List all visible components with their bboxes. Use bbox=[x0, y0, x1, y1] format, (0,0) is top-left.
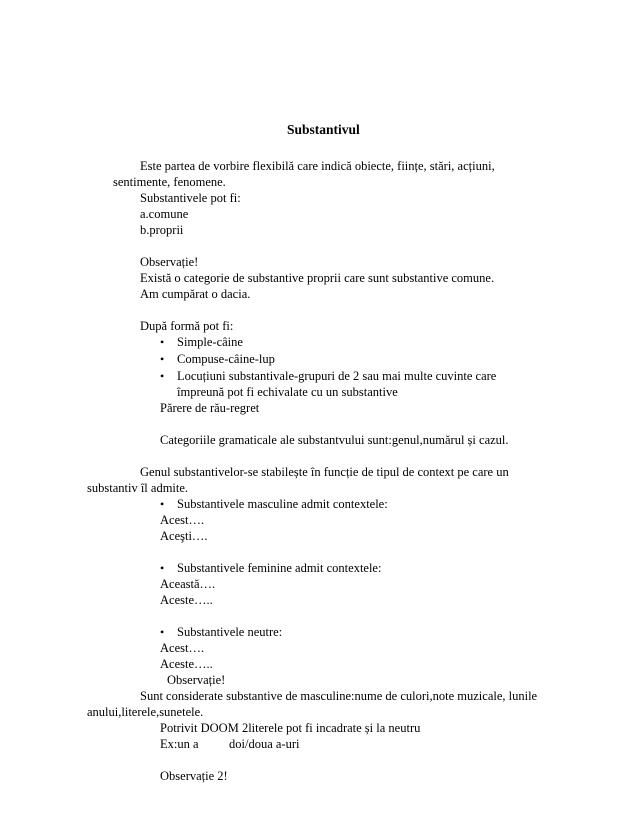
option-a: a.comune bbox=[140, 207, 189, 221]
masculine-title: Substantivele masculine admit contextele: bbox=[177, 497, 388, 511]
neuter-example-2: Aceste….. bbox=[160, 657, 213, 671]
note-1-example: Am cumpărat o dacia. bbox=[140, 287, 251, 301]
doom-line: Potrivit DOOM 2literele pot fi incadrate și la neutru bbox=[160, 721, 421, 735]
form-item-1: Simple-câine bbox=[177, 335, 243, 349]
feminine-title: Substantivele feminine admit contextele: bbox=[177, 561, 382, 575]
note-1-text: Există o categorie de substantive proprii care sunt substantive comune. bbox=[140, 271, 495, 285]
document-title: Substantivul bbox=[287, 122, 360, 137]
masculine-example-1: Acest…. bbox=[160, 513, 205, 527]
form-item-3-example: Părere de rău-regret bbox=[160, 401, 260, 415]
can-be-line: Substantivele pot fi: bbox=[140, 191, 241, 205]
feminine-example-2: Aceste….. bbox=[160, 593, 213, 607]
neuter-title: Substantivele neutre: bbox=[177, 625, 283, 639]
bullet-icon: • bbox=[160, 352, 165, 366]
bullet-icon: • bbox=[160, 561, 165, 575]
intro-line-1: Este partea de vorbire flexibilă care indică obiecte, ființe, stări, acțiuni, bbox=[140, 159, 495, 173]
bullet-icon: • bbox=[160, 369, 165, 383]
intro-line-2: sentimente, fenomene. bbox=[113, 175, 226, 189]
form-item-2: Compuse-câine-lup bbox=[177, 352, 275, 366]
note-1-title: Observație! bbox=[140, 255, 199, 269]
gender-line-1: Genul substantivelor-se stabilește în funcție de tipul de context pe care un bbox=[140, 465, 509, 479]
option-b: b.proprii bbox=[140, 223, 184, 237]
doom-example-value: doi/doua a-uri bbox=[229, 737, 300, 751]
note-2-title: Observație! bbox=[167, 673, 226, 687]
gender-line-2: substantiv îl admite. bbox=[87, 481, 189, 495]
bullet-icon: • bbox=[160, 335, 165, 349]
categories-line: Categoriile gramaticale ale substantvului sunt:genul,numărul și cazul. bbox=[160, 433, 509, 447]
note-2-line-2: anului,literele,sunetele. bbox=[87, 705, 204, 719]
neuter-example-1: Acest…. bbox=[160, 641, 205, 655]
masculine-example-2: Aceşti…. bbox=[160, 529, 208, 543]
feminine-example-1: Această…. bbox=[160, 577, 216, 591]
form-item-3-line-2: împreună pot fi echivalate cu un substantive bbox=[177, 385, 398, 399]
doom-example-label: Ex:un a bbox=[160, 737, 199, 751]
bullet-icon: • bbox=[160, 497, 165, 511]
bullet-icon: • bbox=[160, 625, 165, 639]
form-item-3-line-1: Locuțiuni substantivale-grupuri de 2 sau mai multe cuvinte care bbox=[177, 369, 497, 383]
note-2-line-1: Sunt considerate substantive de masculine:nume de culori,note muzicale, lunile bbox=[140, 689, 538, 703]
by-form-line: După formă pot fi: bbox=[140, 319, 234, 333]
note-3-title: Observație 2! bbox=[160, 769, 228, 783]
